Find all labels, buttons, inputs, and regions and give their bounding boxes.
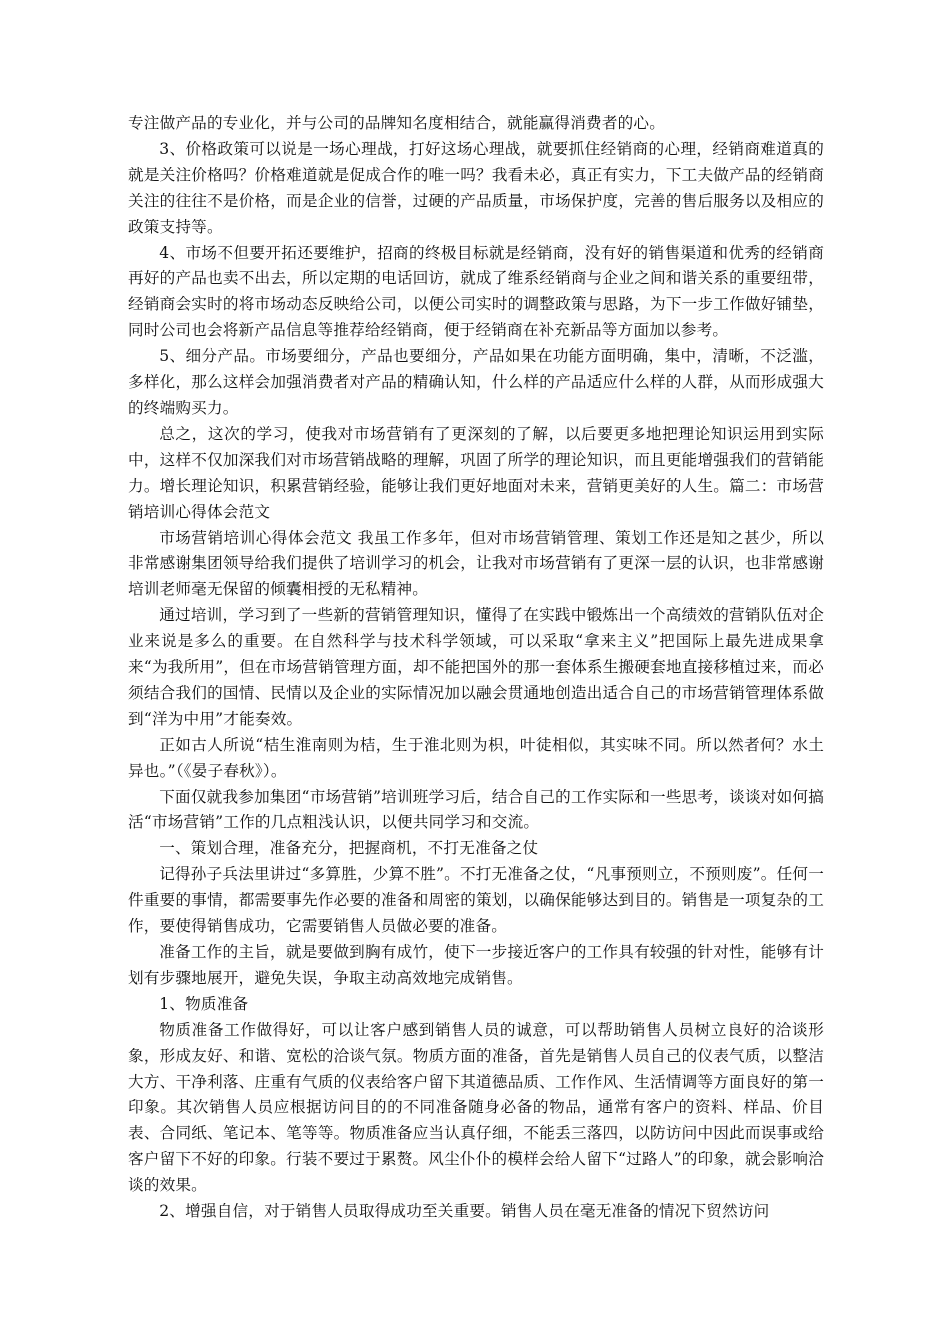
- paragraph: 专注做产品的专业化，并与公司的品牌知名度相结合，就能赢得消费者的心。: [128, 114, 665, 132]
- paragraph: 5、细分产品。市场要细分，产品也要细分，产品如果在功能方面明确，集中，清晰，不泛滥，多样化，那么这样会加强消费者对产品的精确认知，什么样的产品适应什么样的人群，从而形成强大的终端购买力。: [128, 347, 824, 417]
- paragraph: 总之，这次的学习，使我对市场营销有了更深刻的了解，以后要更多地把理论知识运用到实际中，这样不仅加深我们对市场营销战略的理解，巩固了所学的理论知识，而且更能增强我们的营销能力。增长理论知识，积累营销经验，能够让我们更好地面对未来，营销更美好的人生。篇二：市场营销培训心得体会范文: [128, 424, 824, 521]
- document-page: [128, 111, 824, 1225]
- paragraph: 物质准备工作做得好，可以让客户感到销售人员的诚意，可以帮助销售人员树立良好的洽谈形象，形成友好、和谐、宽松的洽谈气氛。物质方面的准备，首先是销售人员自己的仪表气质，以整洁大方、干净利落、庄重有气质的仪表给客户留下其道德品质、工作作风、生活情调等方面良好的第一印象。其次销售人员应根据访问目的的不同准备随身必备的物品，通常有客户的资料、样品、价目表、合同纸、笔记本、笔等等。物质准备应当认真仔细，不能丢三落四，以防访问中因此而误事或给客户留下不好的印象。行装不要过于累赘。风尘仆仆的模样会给人留下“过路人”的印象，就会影响洽谈的效果。: [128, 1020, 824, 1195]
- paragraph: 记得孙子兵法里讲过“多算胜，少算不胜”。不打无准备之仗，“凡事预则立，不预则废”。任何一件重要的事情，都需要事先作必要的准备和周密的策划，以确保能够达到目的。销售是一项复杂的工作，要使得销售成功，它需要销售人员做必要的准备。: [128, 865, 824, 936]
- paragraph: 准备工作的主旨，就是要做到胸有成竹，使下一步接近客户的工作具有较强的针对性，能够有计划有步骤地展开，避免失误，争取主动高效地完成销售。: [128, 943, 824, 987]
- paragraph: 市场营销培训心得体会范文 我虽工作多年，但对市场营销管理、策划工作还是知之甚少，所以非常感谢集团领导给我们提供了培训学习的机会，让我对市场营销有了更深一层的认识，也非常感谢培训老师毫无保留的倾囊相授的无私精神。: [128, 528, 824, 599]
- paragraph: 2、增强自信，对于销售人员取得成功至关重要。销售人员在毫无准备的情况下贸然访问: [159, 1202, 770, 1221]
- paragraph: 4、市场不但要开拓还要维护，招商的终极目标就是经销商，没有好的销售渠道和优秀的经销商再好的产品也卖不出去，所以定期的电话回访，就成了维系经销商与企业之间和谐关系的重要纽带，经销商会实时的将市场动态反映给公司，以便公司实时的调整政策与思路，为下一步工作做好铺垫，同时公司也会将新产品信息等推荐给经销商，便于经销商在补充新品等方面加以参考。: [128, 243, 824, 340]
- paragraph: 正如古人所说“桔生淮南则为桔，生于淮北则为枳，叶徒相似，其实味不同。所以然者何？水土异也。”（《晏子春秋》）。: [128, 735, 824, 780]
- paragraph: 3、价格政策可以说是一场心理战，打好这场心理战，就要抓住经销商的心理，经销商难道真的就是关注价格吗？价格难道就是促成合作的唯一吗？我看未必，真正有实力，下工夫做产品的经销商关注的往往不是价格，而是企业的信誉，过硬的产品质量，市场保护度，完善的售后服务以及相应的政策支持等。: [128, 139, 824, 236]
- subsection-heading: 1、物质准备: [159, 994, 249, 1013]
- paragraph: 通过培训，学习到了一些新的营销管理知识，懂得了在实践中锻炼出一个高绩效的营销队伍对企业来说是多么的重要。在自然科学与技术科学领域，可以采取“拿来主义”把国际上最先进成果拿来“为我所用”，但在市场营销管理方面，却不能把国外的那一套体系生搬硬套地直接移植过来，而必须结合我们的国情、民情以及企业的实际情况加以融会贯通地创造出适合自己的市场营销管理体系做到“洋为中用”才能奏效。: [128, 606, 824, 728]
- paragraph: 下面仅就我参加集团“市场营销”培训班学习后，结合自己的工作实际和一些思考，谈谈对如何搞活“市场营销”工作的几点粗浅认识，以便共同学习和交流。: [128, 787, 824, 832]
- section-heading: 一、策划合理，准备充分，把握商机，不打无准备之仗: [159, 839, 539, 858]
